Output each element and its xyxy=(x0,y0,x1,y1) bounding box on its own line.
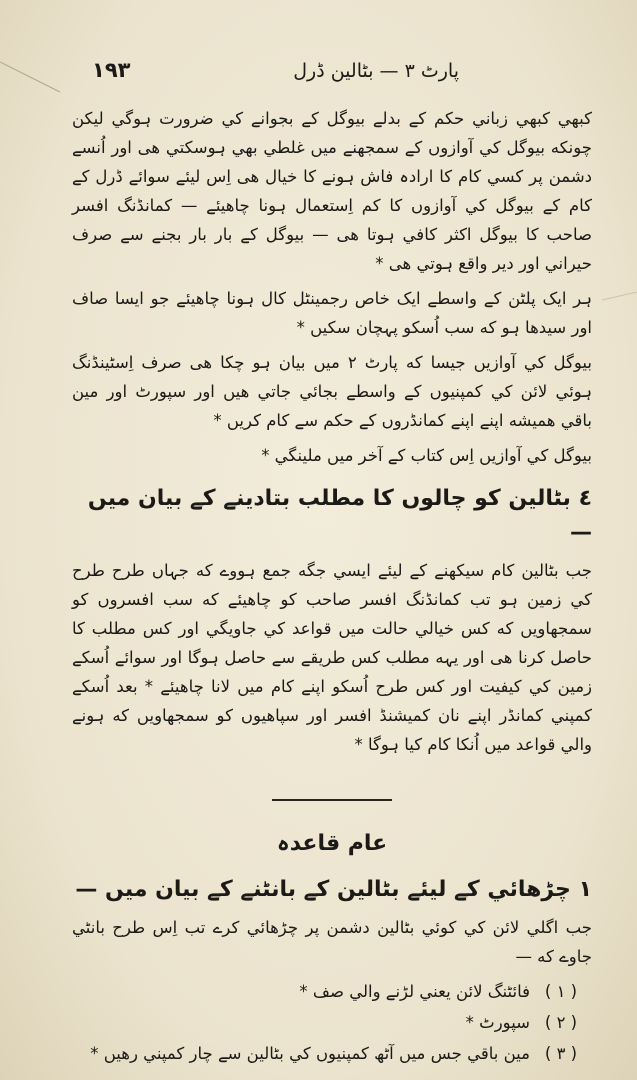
paragraph-bugle-orders: کبھي کبھي زباني حکم کے بدلے بیوگل کے بجوانے کي ضرورت ہوگي لیکن چونکه بیوگل کي آوازوں کے سمجھنے میں غلطي بھي ہوسکتي هی اور اُنسے دشمن پر کسي کام کا ارادہ فاش ہونے کا خیال هی اِس لیئے سوائے ڈرل کے کام کے بیوگل کي آوازوں کا کم اِستعمال ہونا چاهیئے — کمانڈنگ افسر صاحب کا بیوگل اکثر کافي ہوتا هی — بیوگل کے بار بار بجنے سے صرف حیراني اور دیر واقع ہوتي هی * xyxy=(72,109,592,273)
paragraph-regimental-call: ہر ایک پلٹن کے واسطے ایک خاص رجمینٹل کال ہونا چاهیئے جو ایسا صاف اور سیدھا ہو که سب اُسکو پہچان سکیں * xyxy=(72,289,592,337)
section-4-heading: ٤ بٹالین کو چالوں کا مطلب بتادینے کے بیان میں — xyxy=(87,486,592,545)
division-list xyxy=(72,977,592,1068)
paragraph-bugle-calls-appendix: بیوگل کي آوازیں اِس کتاب کے آخر میں ملینگي * xyxy=(261,446,592,465)
list-item-text: فائٹنگ لائن یعني لڑنے والي صف * xyxy=(299,982,530,1001)
page-body xyxy=(72,104,592,1070)
page-header xyxy=(0,58,637,92)
list-item-marker: ( ١ ) xyxy=(544,982,578,1001)
section-divider xyxy=(272,799,392,801)
section-4-text: جب بٹالین کام سیکھنے کے لیئے ایسي جگه جمع ہووے که جہاں طرح طرح کي زمین ہو تب کمانڈنگ افسر صاحب کو چاهیئے که سب افسروں کو سمجھاویں که کس خیالي حالت میں قواعد کي جاویگي اور کس مطلب کا حاصل کرنا هی اور یہه مطلب کس طریقے سے حاصل ہوگا اور سوائے اُسکے زمین کي کیفیت اور کس طرح اُسکو اپنے کام میں لانا چاهیئے * بعد اُسکے کمپني کمانڈر اپنے نان کمیشنڈ افسر اور سپاهیوں کو سمجھاویں که ہونے والي قواعد میں اُنکا کام کیا ہوگا * xyxy=(72,561,592,754)
paragraph-bugle-calls-usage: بیوگل کي آوازیں جیسا که پارٹ ٢ میں بیان ہو چکا هی صرف اِسٹینڈنگ ہوئي لائن کي کمپنیوں کے واسطے بجائي جاتي هیں اور سپورٹ اور مین باقي همیشه اپنے اپنے کمانڈروں کے حکم سے کام کریں * xyxy=(72,353,592,430)
page-number: ١٩٣ xyxy=(92,58,131,82)
list-item xyxy=(72,1008,592,1037)
section-1-text: جب اگلي لائن کي کوئي بٹالین دشمن پر چڑھائي کرے تب اِس طرح بانٹي جاوے که — xyxy=(72,918,592,966)
section-1-heading: ١ چڑھائي کے لیئے بٹالین کے بانٹنے کے بیان میں — xyxy=(75,877,592,902)
list-item xyxy=(72,1039,592,1068)
list-item-marker: ( ٢ ) xyxy=(544,1013,578,1032)
list-item-text: سپورٹ * xyxy=(465,1013,530,1032)
list-item xyxy=(72,977,592,1006)
general-rules-heading: عام قاعدہ xyxy=(276,831,388,856)
list-item-text: مین باقي جس میں آٹھ کمپنیوں کي بٹالین سے چار کمپني رهیں * xyxy=(90,1044,530,1063)
list-item-marker: ( ٣ ) xyxy=(544,1044,578,1063)
running-title: پارٹ ٣ — بٹالین ڈرل xyxy=(293,60,459,82)
